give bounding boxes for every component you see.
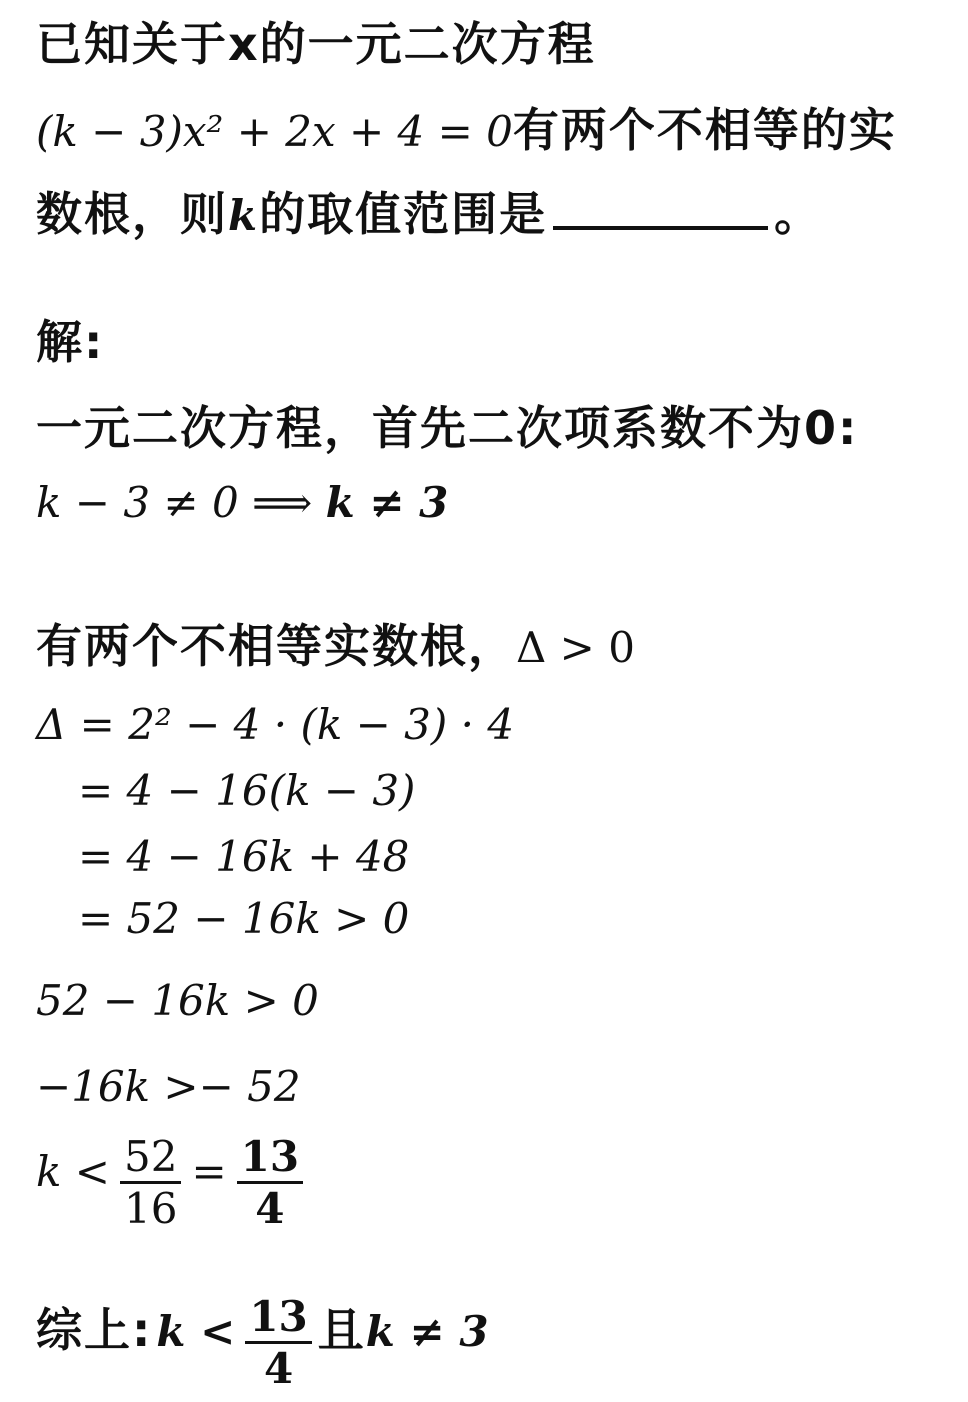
fraction-52-16-numerator: 52 <box>124 1132 178 1181</box>
inequality-3-prefix: k < <box>36 1147 110 1197</box>
delta-line-1-text: Δ = 2² − 4 · (k − 3) · 4 <box>36 700 515 749</box>
fraction-13-4-denominator: 4 <box>237 1181 303 1233</box>
step-1-text-content: 一元二次方程，首先二次项系数不为0: <box>36 401 859 455</box>
delta-line-1 <box>36 700 514 749</box>
problem-line-1-text: 已知关于x的一元二次方程 <box>36 17 596 71</box>
solution-label-text: 解: <box>36 315 105 369</box>
delta-line-3-text: = 4 − 16k + 48 <box>78 832 410 881</box>
conclusion <box>36 1292 489 1393</box>
problem-line-2-text: 有两个不相等的实 <box>512 103 897 157</box>
problem-line-3-end: 。 <box>774 187 823 241</box>
fraction-52-16 <box>120 1132 181 1233</box>
step-2-math: Δ > 0 <box>516 623 635 672</box>
inequality-2 <box>36 1062 301 1111</box>
fraction-13-4-numerator: 13 <box>240 1132 300 1181</box>
step-1-math <box>36 478 448 527</box>
delta-line-4-text: = 52 − 16k > 0 <box>78 894 410 943</box>
delta-line-2 <box>78 766 415 815</box>
solution-label <box>36 306 104 372</box>
conclusion-b: k ≠ 3 <box>365 1307 489 1357</box>
inequality-2-text: −16k >− 52 <box>36 1062 301 1111</box>
step-1-math-a: k − 3 ≠ 0 ⟹ <box>36 478 326 527</box>
conclusion-fraction-numerator: 13 <box>249 1292 308 1341</box>
problem-line-3-text-a: 数根，则 <box>36 187 228 241</box>
problem-line-3-text-b: 的取值范围是 <box>259 187 548 241</box>
conclusion-a: k < <box>156 1307 236 1357</box>
problem-line-3 <box>36 178 822 244</box>
problem-line-1 <box>36 8 596 74</box>
delta-line-2-text: = 4 − 16(k − 3) <box>78 766 416 815</box>
conclusion-fraction <box>245 1292 311 1393</box>
conclusion-label: 综上: <box>36 1303 153 1358</box>
step-2-text: 有两个不相等实数根， <box>36 619 516 673</box>
inequality-3 <box>36 1132 309 1233</box>
conclusion-fraction-denominator: 4 <box>245 1341 311 1393</box>
fraction-13-4 <box>237 1132 303 1233</box>
inequality-1-text: 52 − 16k > 0 <box>36 976 319 1025</box>
delta-line-4 <box>78 894 409 943</box>
answer-blank <box>553 188 768 230</box>
problem-variable-k: k <box>228 191 260 240</box>
step-2 <box>36 610 635 676</box>
inequality-1 <box>36 976 319 1025</box>
delta-line-3 <box>78 832 409 881</box>
problem-line-2 <box>36 94 897 160</box>
step-1-math-b: k ≠ 3 <box>325 478 449 527</box>
problem-equation: (k − 3)x² + 2x + 4 = 0 <box>36 107 513 156</box>
fraction-52-16-denominator: 16 <box>120 1181 181 1233</box>
step-1-text <box>36 392 858 458</box>
conclusion-and: 且 <box>317 1303 366 1358</box>
equals-sign: = <box>191 1147 227 1197</box>
